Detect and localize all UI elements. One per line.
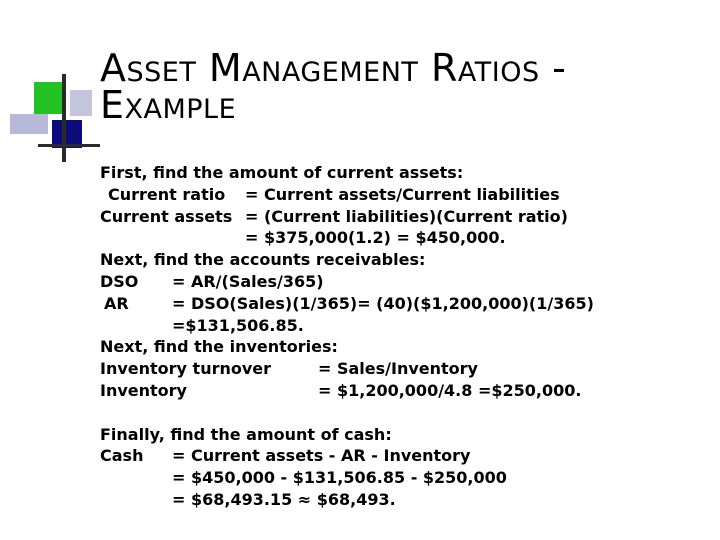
text-line	[100, 336, 710, 358]
blank-line	[100, 402, 710, 424]
text-line	[100, 467, 710, 489]
slide-title-line-1: Asset Management Ratios -	[100, 46, 567, 90]
slide-logo-decoration	[0, 0, 100, 170]
line-formula: = $68,493.15 ≈ $68,493.	[172, 489, 396, 509]
text-line	[100, 358, 710, 380]
logo-vertical-line	[62, 74, 66, 162]
line-formula: =$131,506.85.	[172, 315, 304, 335]
text-line	[100, 162, 710, 184]
text-line	[100, 293, 710, 315]
text-line	[100, 249, 710, 271]
line-formula: = $375,000(1.2) = $450,000.	[245, 228, 506, 248]
line-label: DSO	[100, 271, 139, 291]
line-formula: = $450,000 - $131,506.85 - $250,000	[172, 468, 507, 488]
text-line	[100, 445, 710, 467]
text-line	[100, 489, 710, 511]
line-text: First, find the amount of current assets:	[100, 163, 464, 182]
line-text: Next, find the accounts receivables:	[100, 250, 426, 270]
logo-gray-square	[10, 114, 48, 134]
line-label: Inventory turnover	[100, 359, 272, 379]
logo-horizontal-line	[38, 144, 100, 147]
line-formula: = Current assets - AR - Inventory	[172, 446, 471, 466]
text-line	[100, 206, 710, 228]
line-formula: = (Current liabilities)(Current ratio)	[245, 206, 568, 226]
slide-title	[100, 46, 700, 127]
line-text: Next, find the inventories:	[100, 337, 338, 357]
line-text: Finally, find the amount of cash:	[100, 424, 392, 444]
slide-body	[100, 162, 710, 511]
line-label: AR	[104, 293, 129, 313]
text-line	[100, 227, 710, 249]
line-formula: = $1,200,000/4.8 =$250,000.	[318, 380, 582, 400]
text-line	[100, 315, 710, 337]
text-line	[100, 380, 710, 402]
line-formula: = Sales/Inventory	[318, 359, 478, 379]
text-line	[100, 424, 710, 446]
line-label: Cash	[100, 446, 144, 466]
line-label: Current ratio	[108, 184, 226, 204]
slide-title-line-2: Example	[100, 83, 237, 127]
line-formula: = Current assets/Current liabilities	[245, 184, 560, 204]
line-formula: = DSO(Sales)(1/365)= (40)($1,200,000)(1/365)	[172, 293, 594, 313]
text-line	[100, 271, 710, 293]
line-label: Current assets	[100, 206, 233, 226]
line-formula: = AR/(Sales/365)	[172, 271, 324, 291]
logo-gray-square-small	[70, 90, 92, 116]
text-line	[100, 184, 710, 206]
line-label: Inventory	[100, 380, 187, 400]
